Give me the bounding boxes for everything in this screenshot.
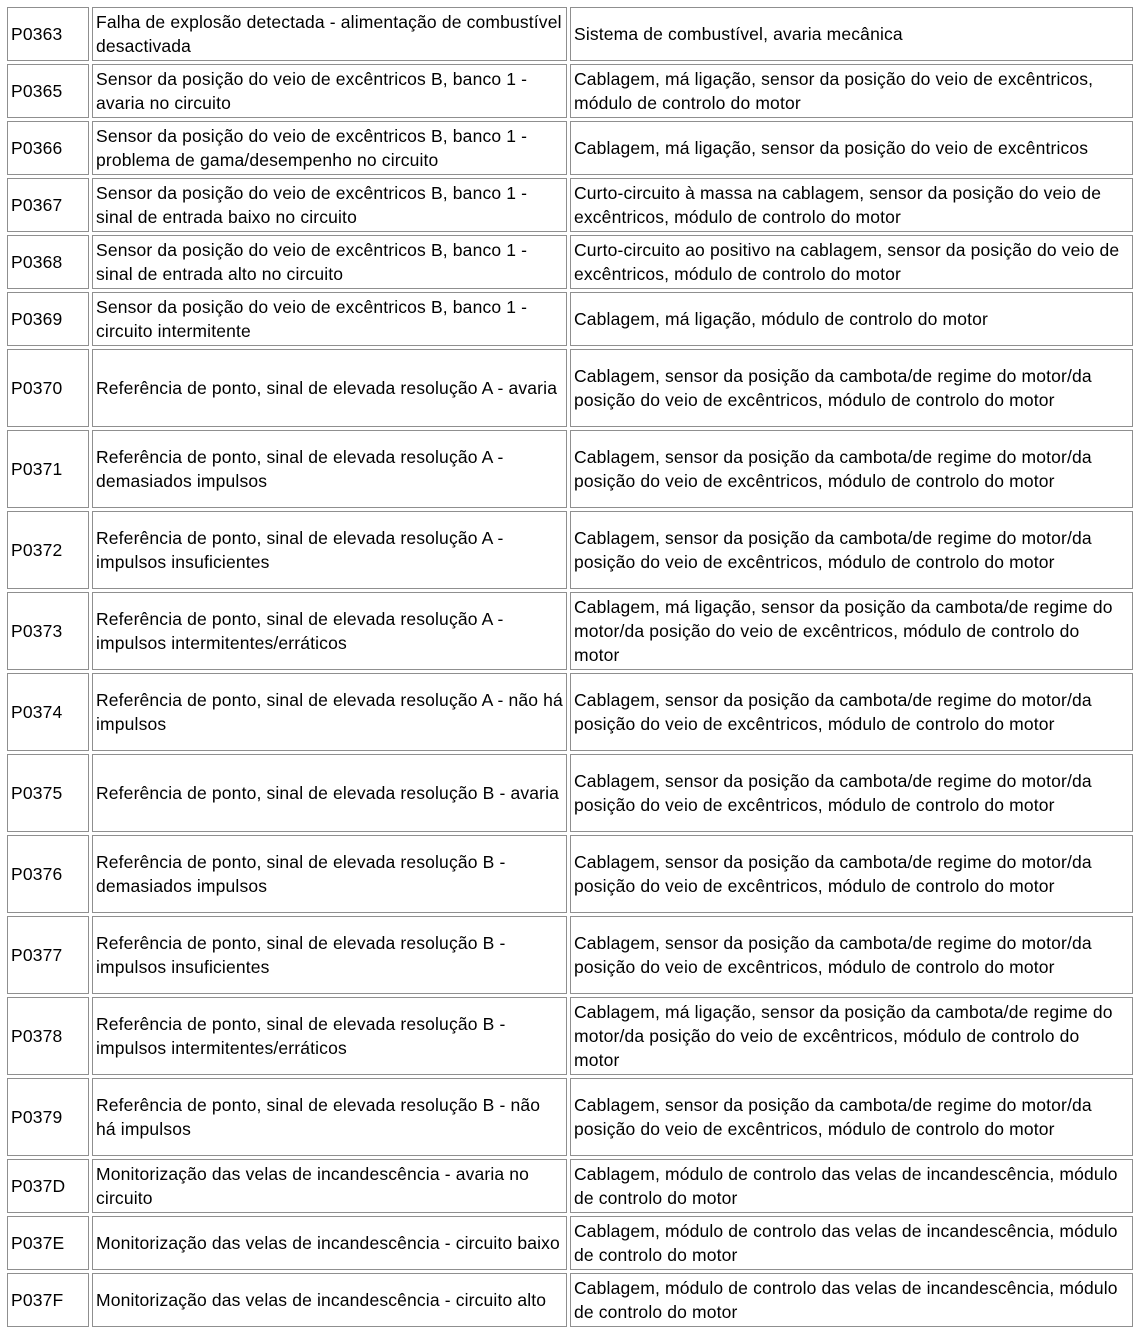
fault-code-cell: P0370 — [7, 349, 89, 427]
probable-cause-cell: Cablagem, sensor da posição da cambota/de regime do motor/da posição do veio de excêntricos, módulo de controlo do motor — [570, 430, 1133, 508]
fault-code-table-container — [4, 4, 1136, 1330]
table-row — [7, 121, 1133, 175]
table-row — [7, 673, 1133, 751]
probable-cause-cell: Cablagem, módulo de controlo das velas de incandescência, módulo de controlo do motor — [570, 1273, 1133, 1327]
probable-cause-cell: Cablagem, sensor da posição da cambota/de regime do motor/da posição do veio de excêntricos, módulo de controlo do motor — [570, 511, 1133, 589]
fault-description-cell: Referência de ponto, sinal de elevada resolução A - não há impulsos — [92, 673, 567, 751]
probable-cause-cell: Cablagem, sensor da posição da cambota/de regime do motor/da posição do veio de excêntricos, módulo de controlo do motor — [570, 754, 1133, 832]
probable-cause-cell: Cablagem, módulo de controlo das velas de incandescência, módulo de controlo do motor — [570, 1216, 1133, 1270]
fault-description-cell: Sensor da posição do veio de excêntricos B, banco 1 - problema de gama/desempenho no circuito — [92, 121, 567, 175]
table-row — [7, 64, 1133, 118]
table-row — [7, 835, 1133, 913]
fault-code-cell: P0373 — [7, 592, 89, 670]
fault-code-cell: P0372 — [7, 511, 89, 589]
fault-description-cell: Sensor da posição do veio de excêntricos B, banco 1 - circuito intermitente — [92, 292, 567, 346]
probable-cause-cell: Cablagem, má ligação, sensor da posição do veio de excêntricos, módulo de controlo do motor — [570, 64, 1133, 118]
probable-cause-cell: Cablagem, sensor da posição da cambota/de regime do motor/da posição do veio de excêntricos, módulo de controlo do motor — [570, 835, 1133, 913]
fault-description-cell: Referência de ponto, sinal de elevada resolução A - impulsos insuficientes — [92, 511, 567, 589]
fault-description-cell: Referência de ponto, sinal de elevada resolução B - não há impulsos — [92, 1078, 567, 1156]
fault-code-cell: P0375 — [7, 754, 89, 832]
table-row — [7, 7, 1133, 61]
table-row — [7, 178, 1133, 232]
table-row — [7, 1159, 1133, 1213]
probable-cause-cell: Cablagem, sensor da posição da cambota/de regime do motor/da posição do veio de excêntricos, módulo de controlo do motor — [570, 349, 1133, 427]
table-row — [7, 997, 1133, 1075]
fault-description-cell: Referência de ponto, sinal de elevada resolução B - impulsos intermitentes/erráticos — [92, 997, 567, 1075]
probable-cause-cell: Curto-circuito ao positivo na cablagem, sensor da posição do veio de excêntricos, módulo de controlo do motor — [570, 235, 1133, 289]
fault-code-cell: P037F — [7, 1273, 89, 1327]
probable-cause-cell: Cablagem, sensor da posição da cambota/de regime do motor/da posição do veio de excêntricos, módulo de controlo do motor — [570, 916, 1133, 994]
fault-code-cell: P0377 — [7, 916, 89, 994]
table-row — [7, 592, 1133, 670]
table-row — [7, 292, 1133, 346]
fault-code-cell: P037D — [7, 1159, 89, 1213]
table-row — [7, 349, 1133, 427]
fault-description-cell: Monitorização das velas de incandescência - avaria no circuito — [92, 1159, 567, 1213]
table-row — [7, 1078, 1133, 1156]
fault-description-cell: Sensor da posição do veio de excêntricos B, banco 1 - sinal de entrada alto no circuito — [92, 235, 567, 289]
fault-code-table-body — [7, 7, 1133, 1327]
fault-code-cell: P0365 — [7, 64, 89, 118]
fault-description-cell: Sensor da posição do veio de excêntricos B, banco 1 - sinal de entrada baixo no circuito — [92, 178, 567, 232]
table-row — [7, 235, 1133, 289]
fault-code-cell: P0379 — [7, 1078, 89, 1156]
fault-code-table — [4, 4, 1136, 1330]
fault-code-cell: P0376 — [7, 835, 89, 913]
probable-cause-cell: Sistema de combustível, avaria mecânica — [570, 7, 1133, 61]
table-row — [7, 511, 1133, 589]
probable-cause-cell: Cablagem, sensor da posição da cambota/de regime do motor/da posição do veio de excêntricos, módulo de controlo do motor — [570, 673, 1133, 751]
fault-code-cell: P0374 — [7, 673, 89, 751]
probable-cause-cell: Cablagem, módulo de controlo das velas de incandescência, módulo de controlo do motor — [570, 1159, 1133, 1213]
fault-description-cell: Referência de ponto, sinal de elevada resolução B - avaria — [92, 754, 567, 832]
fault-description-cell: Referência de ponto, sinal de elevada resolução A - avaria — [92, 349, 567, 427]
table-row — [7, 1216, 1133, 1270]
fault-description-cell: Falha de explosão detectada - alimentação de combustível desactivada — [92, 7, 567, 61]
probable-cause-cell: Cablagem, má ligação, sensor da posição do veio de excêntricos — [570, 121, 1133, 175]
fault-code-cell: P0369 — [7, 292, 89, 346]
fault-description-cell: Referência de ponto, sinal de elevada resolução B - demasiados impulsos — [92, 835, 567, 913]
fault-code-cell: P037E — [7, 1216, 89, 1270]
fault-description-cell: Sensor da posição do veio de excêntricos B, banco 1 - avaria no circuito — [92, 64, 567, 118]
probable-cause-cell: Cablagem, má ligação, sensor da posição da cambota/de regime do motor/da posição do veio de excêntricos, módulo de controlo do motor — [570, 997, 1133, 1075]
fault-code-cell: P0366 — [7, 121, 89, 175]
probable-cause-cell: Curto-circuito à massa na cablagem, sensor da posição do veio de excêntricos, módulo de controlo do motor — [570, 178, 1133, 232]
fault-description-cell: Referência de ponto, sinal de elevada resolução B - impulsos insuficientes — [92, 916, 567, 994]
table-row — [7, 916, 1133, 994]
table-row — [7, 430, 1133, 508]
fault-code-cell: P0378 — [7, 997, 89, 1075]
fault-code-cell: P0367 — [7, 178, 89, 232]
fault-code-cell: P0371 — [7, 430, 89, 508]
fault-description-cell: Monitorização das velas de incandescência - circuito baixo — [92, 1216, 567, 1270]
probable-cause-cell: Cablagem, sensor da posição da cambota/de regime do motor/da posição do veio de excêntricos, módulo de controlo do motor — [570, 1078, 1133, 1156]
fault-code-cell: P0363 — [7, 7, 89, 61]
probable-cause-cell: Cablagem, má ligação, sensor da posição da cambota/de regime do motor/da posição do veio de excêntricos, módulo de controlo do motor — [570, 592, 1133, 670]
table-row — [7, 754, 1133, 832]
fault-code-cell: P0368 — [7, 235, 89, 289]
probable-cause-cell: Cablagem, má ligação, módulo de controlo do motor — [570, 292, 1133, 346]
fault-description-cell: Referência de ponto, sinal de elevada resolução A - demasiados impulsos — [92, 430, 567, 508]
fault-description-cell: Monitorização das velas de incandescência - circuito alto — [92, 1273, 567, 1327]
fault-description-cell: Referência de ponto, sinal de elevada resolução A - impulsos intermitentes/erráticos — [92, 592, 567, 670]
